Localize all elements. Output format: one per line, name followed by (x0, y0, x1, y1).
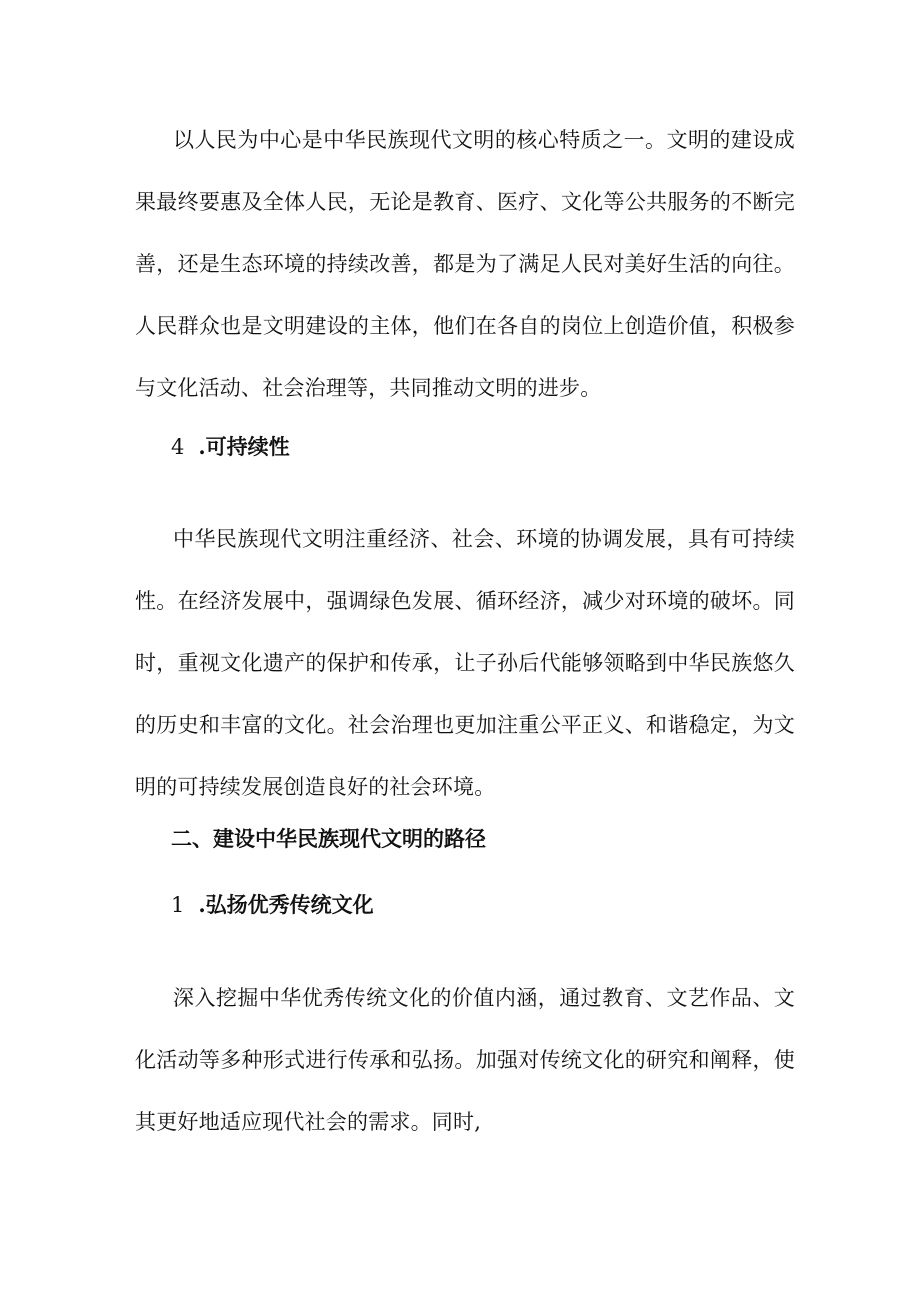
heading-number: 4 (171, 435, 185, 459)
heading-number: 1 (171, 893, 185, 917)
heading-title: .可持续性 (198, 434, 290, 459)
heading-title: .弘扬优秀传统文化 (198, 892, 374, 917)
heading-promote-culture (171, 890, 374, 920)
section-heading-paths: 二、建设中华民族现代文明的路径 (171, 826, 486, 851)
paragraph-people-centered: 以人民为中心是中华民族现代文明的核心特质之一。文明的建设成果最终要惠及全体人民，无论是教育、医疗、文化等公共服务的不断完善，还是生态环境的持续改善，都是为了满足人民对美好生活的向往。人民群众也是文明建设的主体，他们在各自的岗位上创造价值，积极参与文化活动、社会治理等，共同推动文明的进步。 (135, 128, 795, 400)
paragraph-promote-culture: 深入挖掘中华优秀传统文化的价值内涵，通过教育、文艺作品、文化活动等多种形式进行传承和弘扬。加强对传统文化的研究和阐释，使其更好地适应现代社会的需求。同时, (135, 986, 795, 1134)
paragraph-sustainability: 中华民族现代文明注重经济、社会、环境的协调发展，具有可持续性。在经济发展中，强调绿色发展、循环经济，减少对环境的破坏。同时，重视文化遗产的保护和传承，让子孙后代能够领略到中华民族悠久的历史和丰富的文化。社会治理也更加注重公平正义、和谐稳定，为文明的可持续发展创造良好的社会环境。 (135, 527, 795, 799)
heading-sustainability (171, 432, 290, 462)
